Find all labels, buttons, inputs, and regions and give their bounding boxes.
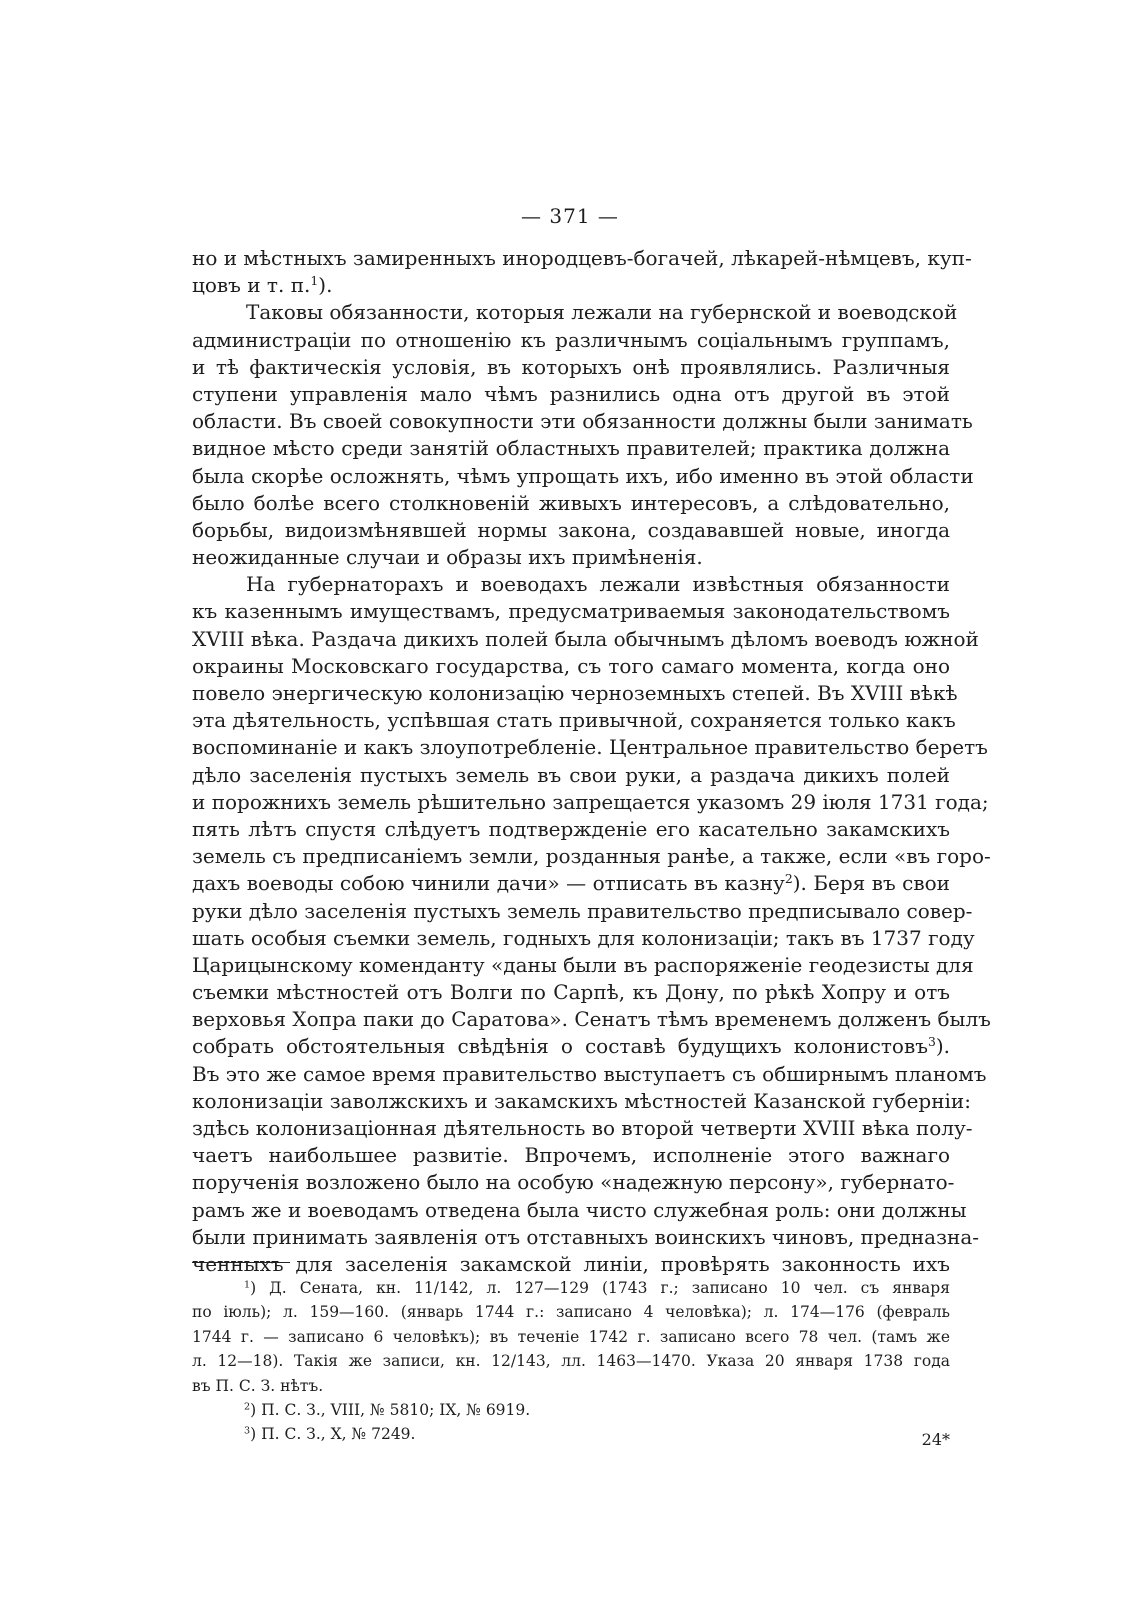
footnote-marker: 1 xyxy=(244,1279,251,1291)
text-line-content: ченныхъ для заселенія закамской линіи, провѣрять законность ихъ xyxy=(192,1251,950,1276)
body-text xyxy=(192,245,991,1278)
text-line-content: Таковы обязанности, которыя лежали на губернской и воеводской xyxy=(246,300,958,325)
text-line-content: порученія возложено было на особую «надежную персону», губернато- xyxy=(192,1170,955,1195)
text-line-content: была скорѣе осложнять, чѣмъ упрощать ихъ, ибо именно въ этой области xyxy=(192,463,974,488)
text-line-content: шать особыя съемки земель, годныхъ для колонизаціи; такъ въ 1737 году xyxy=(192,925,975,950)
footnote-separator xyxy=(192,1262,290,1263)
text-line-content: но и мѣстныхъ замиренныхъ инородцевъ-богачей, лѣкарей-нѣмцевъ, куп- xyxy=(192,246,972,270)
text-line xyxy=(192,272,950,299)
text-line-content: борьбы, видоизмѣнявшей нормы закона, создававшей новые, иногда xyxy=(192,517,950,542)
text-line-tail: ). Беря въ свои xyxy=(792,871,950,896)
text-line xyxy=(192,463,974,490)
text-line-content: воспоминаніе и какъ злоупотребленіе. Центральное правительство беретъ xyxy=(192,735,988,760)
footnote-line xyxy=(192,1374,950,1398)
text-line xyxy=(192,245,972,272)
text-line xyxy=(192,544,950,571)
text-line-content: и тѣ фактическія условія, въ которыхъ онѣ проявлялись. Различныя xyxy=(192,354,950,379)
footnote-marker: 2 xyxy=(244,1401,251,1413)
text-line-content: Въ это же самое время правительство выступаетъ съ обширнымъ планомъ xyxy=(192,1061,987,1086)
text-line xyxy=(192,952,974,979)
text-line xyxy=(192,843,991,870)
text-line xyxy=(192,1224,980,1251)
text-line-content: На губернаторахъ и воеводахъ лежали извѣстныя обязанности xyxy=(246,572,950,597)
text-line-content: повело энергическую колонизацію черноземныхъ степей. Въ XVIII вѣкѣ xyxy=(192,681,958,705)
footnote-ref[interactable]: 2 xyxy=(784,871,793,887)
text-line xyxy=(192,925,975,952)
text-line-content: окраины Московскаго государства, съ того самаго момента, когда оно xyxy=(192,653,950,678)
text-line xyxy=(192,1197,967,1224)
text-line-tail: ). xyxy=(935,1034,950,1059)
text-line xyxy=(192,1061,987,1088)
text-line xyxy=(192,490,950,517)
text-line-content: къ казеннымъ имуществамъ, предусматриваемыя законодательствомъ xyxy=(192,599,950,624)
footnote-line-content: по іюль); л. 159—160. (январь 1744 г.: записано 4 человѣка); л. 174—176 (февраль xyxy=(192,1303,950,1322)
text-line-content: земель съ предписаніемъ земли, розданныя ранѣе, а также, если «въ горо- xyxy=(192,844,991,869)
text-line-content: собрать обстоятельныя свѣдѣнія о составѣ будущихъ колонистовъ xyxy=(192,1034,928,1059)
footnote-line-content: л. 12—18). Такія же записи, кн. 12/143, лл. 1463—1470. Указа 20 января 1738 года xyxy=(192,1352,950,1371)
text-line-content: рамъ же и воеводамъ отведена была чисто служебная роль: они должны xyxy=(192,1197,967,1222)
footnote-ref[interactable]: 3 xyxy=(927,1034,936,1050)
footnote-line xyxy=(192,1325,950,1349)
page-number: — 371 — xyxy=(521,204,619,228)
text-line xyxy=(192,571,950,598)
text-line xyxy=(192,517,950,544)
text-line xyxy=(192,680,958,707)
footnote-line xyxy=(192,1422,950,1446)
text-line-content: здѣсь колонизаціонная дѣятельность во второй четверти XVIII вѣка полу- xyxy=(192,1116,973,1140)
text-line-tail: ). xyxy=(318,273,333,298)
text-line-content: неожиданные случаи и образы ихъ примѣненія. xyxy=(192,545,703,570)
text-line-content: руки дѣло заселенія пустыхъ земель правительство предписывало совер- xyxy=(192,898,973,923)
footnote-line xyxy=(192,1300,950,1324)
footnote-line xyxy=(192,1349,950,1373)
text-line xyxy=(192,734,988,761)
text-line-content: эта дѣятельность, успѣвшая стать привычной, сохраняется только какъ xyxy=(192,708,956,733)
text-line xyxy=(192,1088,972,1115)
footnote-line-content: ) Д. Сената, кн. 11/142, л. 127—129 (1743 г.; записано 10 чел. съ января xyxy=(250,1279,950,1297)
text-line xyxy=(192,598,950,625)
text-line xyxy=(192,762,950,789)
text-line-content: дахъ воеводы собою чинили дачи» — отписать въ казну xyxy=(192,871,785,896)
text-line-content: пять лѣтъ спустя слѣдуетъ подтвержденіе его касательно закамскихъ xyxy=(192,816,950,841)
text-line xyxy=(192,327,950,354)
text-line xyxy=(192,979,950,1006)
text-line xyxy=(192,1033,950,1060)
text-line xyxy=(192,1142,950,1169)
text-line-content: Царицынскому коменданту «даны были въ распоряженіе геодезисты для xyxy=(192,952,974,977)
text-line-content: ступени управленія мало чѣмъ разнились одна отъ другой въ этой xyxy=(192,381,950,406)
text-line xyxy=(192,898,973,925)
text-line xyxy=(192,354,950,381)
footnote-ref[interactable]: 1 xyxy=(310,273,319,289)
text-line xyxy=(192,1251,950,1278)
footnote-line-content: въ П. С. З. нѣтъ. xyxy=(192,1376,324,1395)
text-line xyxy=(192,1169,955,1196)
text-line-content: XVIII вѣка. Раздача дикихъ полей была обычнымъ дѣломъ воеводъ южной xyxy=(192,626,979,651)
text-line-content: области. Въ своей совокупности эти обязанности должны были занимать xyxy=(192,409,973,434)
text-line xyxy=(192,626,979,653)
text-line-content: цовъ и т. п. xyxy=(192,273,311,298)
text-line-content: чаетъ наибольшее развитіе. Впрочемъ, исполненіе этого важнаго xyxy=(192,1143,950,1168)
text-line xyxy=(192,789,989,816)
text-line-content: верховья Хопра паки до Саратова». Сенатъ тѣмъ временемъ долженъ былъ xyxy=(192,1007,991,1032)
text-line xyxy=(192,707,956,734)
footnote-line xyxy=(192,1276,950,1300)
footnotes xyxy=(192,1276,950,1447)
footnote-line-content: 1744 г. — записано 6 человѣкъ); въ теченіе 1742 г. записано всего 78 чел. (тамъ же xyxy=(192,1327,950,1346)
footnote-line-content: ) П. С. З., X, № 7249. xyxy=(250,1425,416,1444)
text-line xyxy=(192,299,958,326)
text-line xyxy=(192,381,950,408)
text-line xyxy=(192,653,950,680)
text-line-content: администраціи по отношенію къ различнымъ соціальнымъ группамъ, xyxy=(192,327,950,352)
text-line xyxy=(192,816,950,843)
text-line xyxy=(192,408,973,435)
text-line-content: дѣло заселенія пустыхъ земель въ свои руки, а раздача дикихъ полей xyxy=(192,762,950,787)
text-line-content: и порожнихъ земель рѣшительно запрещается указомъ 29 іюля 1731 года; xyxy=(192,789,989,814)
text-line xyxy=(192,870,950,897)
text-line-content: видное мѣсто среди занятій областныхъ правителей; практика должна xyxy=(192,436,950,461)
signature-mark: 24* xyxy=(921,1430,950,1449)
text-line xyxy=(192,1006,991,1033)
text-line xyxy=(192,1115,973,1142)
text-line xyxy=(192,435,950,462)
text-line-content: было болѣе всего столкновеній живыхъ интересовъ, а слѣдовательно, xyxy=(192,490,950,515)
footnote-marker: 3 xyxy=(244,1426,251,1438)
text-line-content: колонизаціи заволжскихъ и закамскихъ мѣстностей Казанской губерніи: xyxy=(192,1088,972,1113)
text-line-content: съемки мѣстностей отъ Волги по Сарпѣ, къ Дону, по рѣкѣ Хопру и отъ xyxy=(192,980,950,1005)
text-line-content: были принимать заявленія отъ отставныхъ воинскихъ чиновъ, предназна- xyxy=(192,1224,980,1249)
footnote-line-content: ) П. С. З., VIII, № 5810; IX, № 6919. xyxy=(250,1400,531,1419)
footnote-line xyxy=(192,1398,950,1422)
